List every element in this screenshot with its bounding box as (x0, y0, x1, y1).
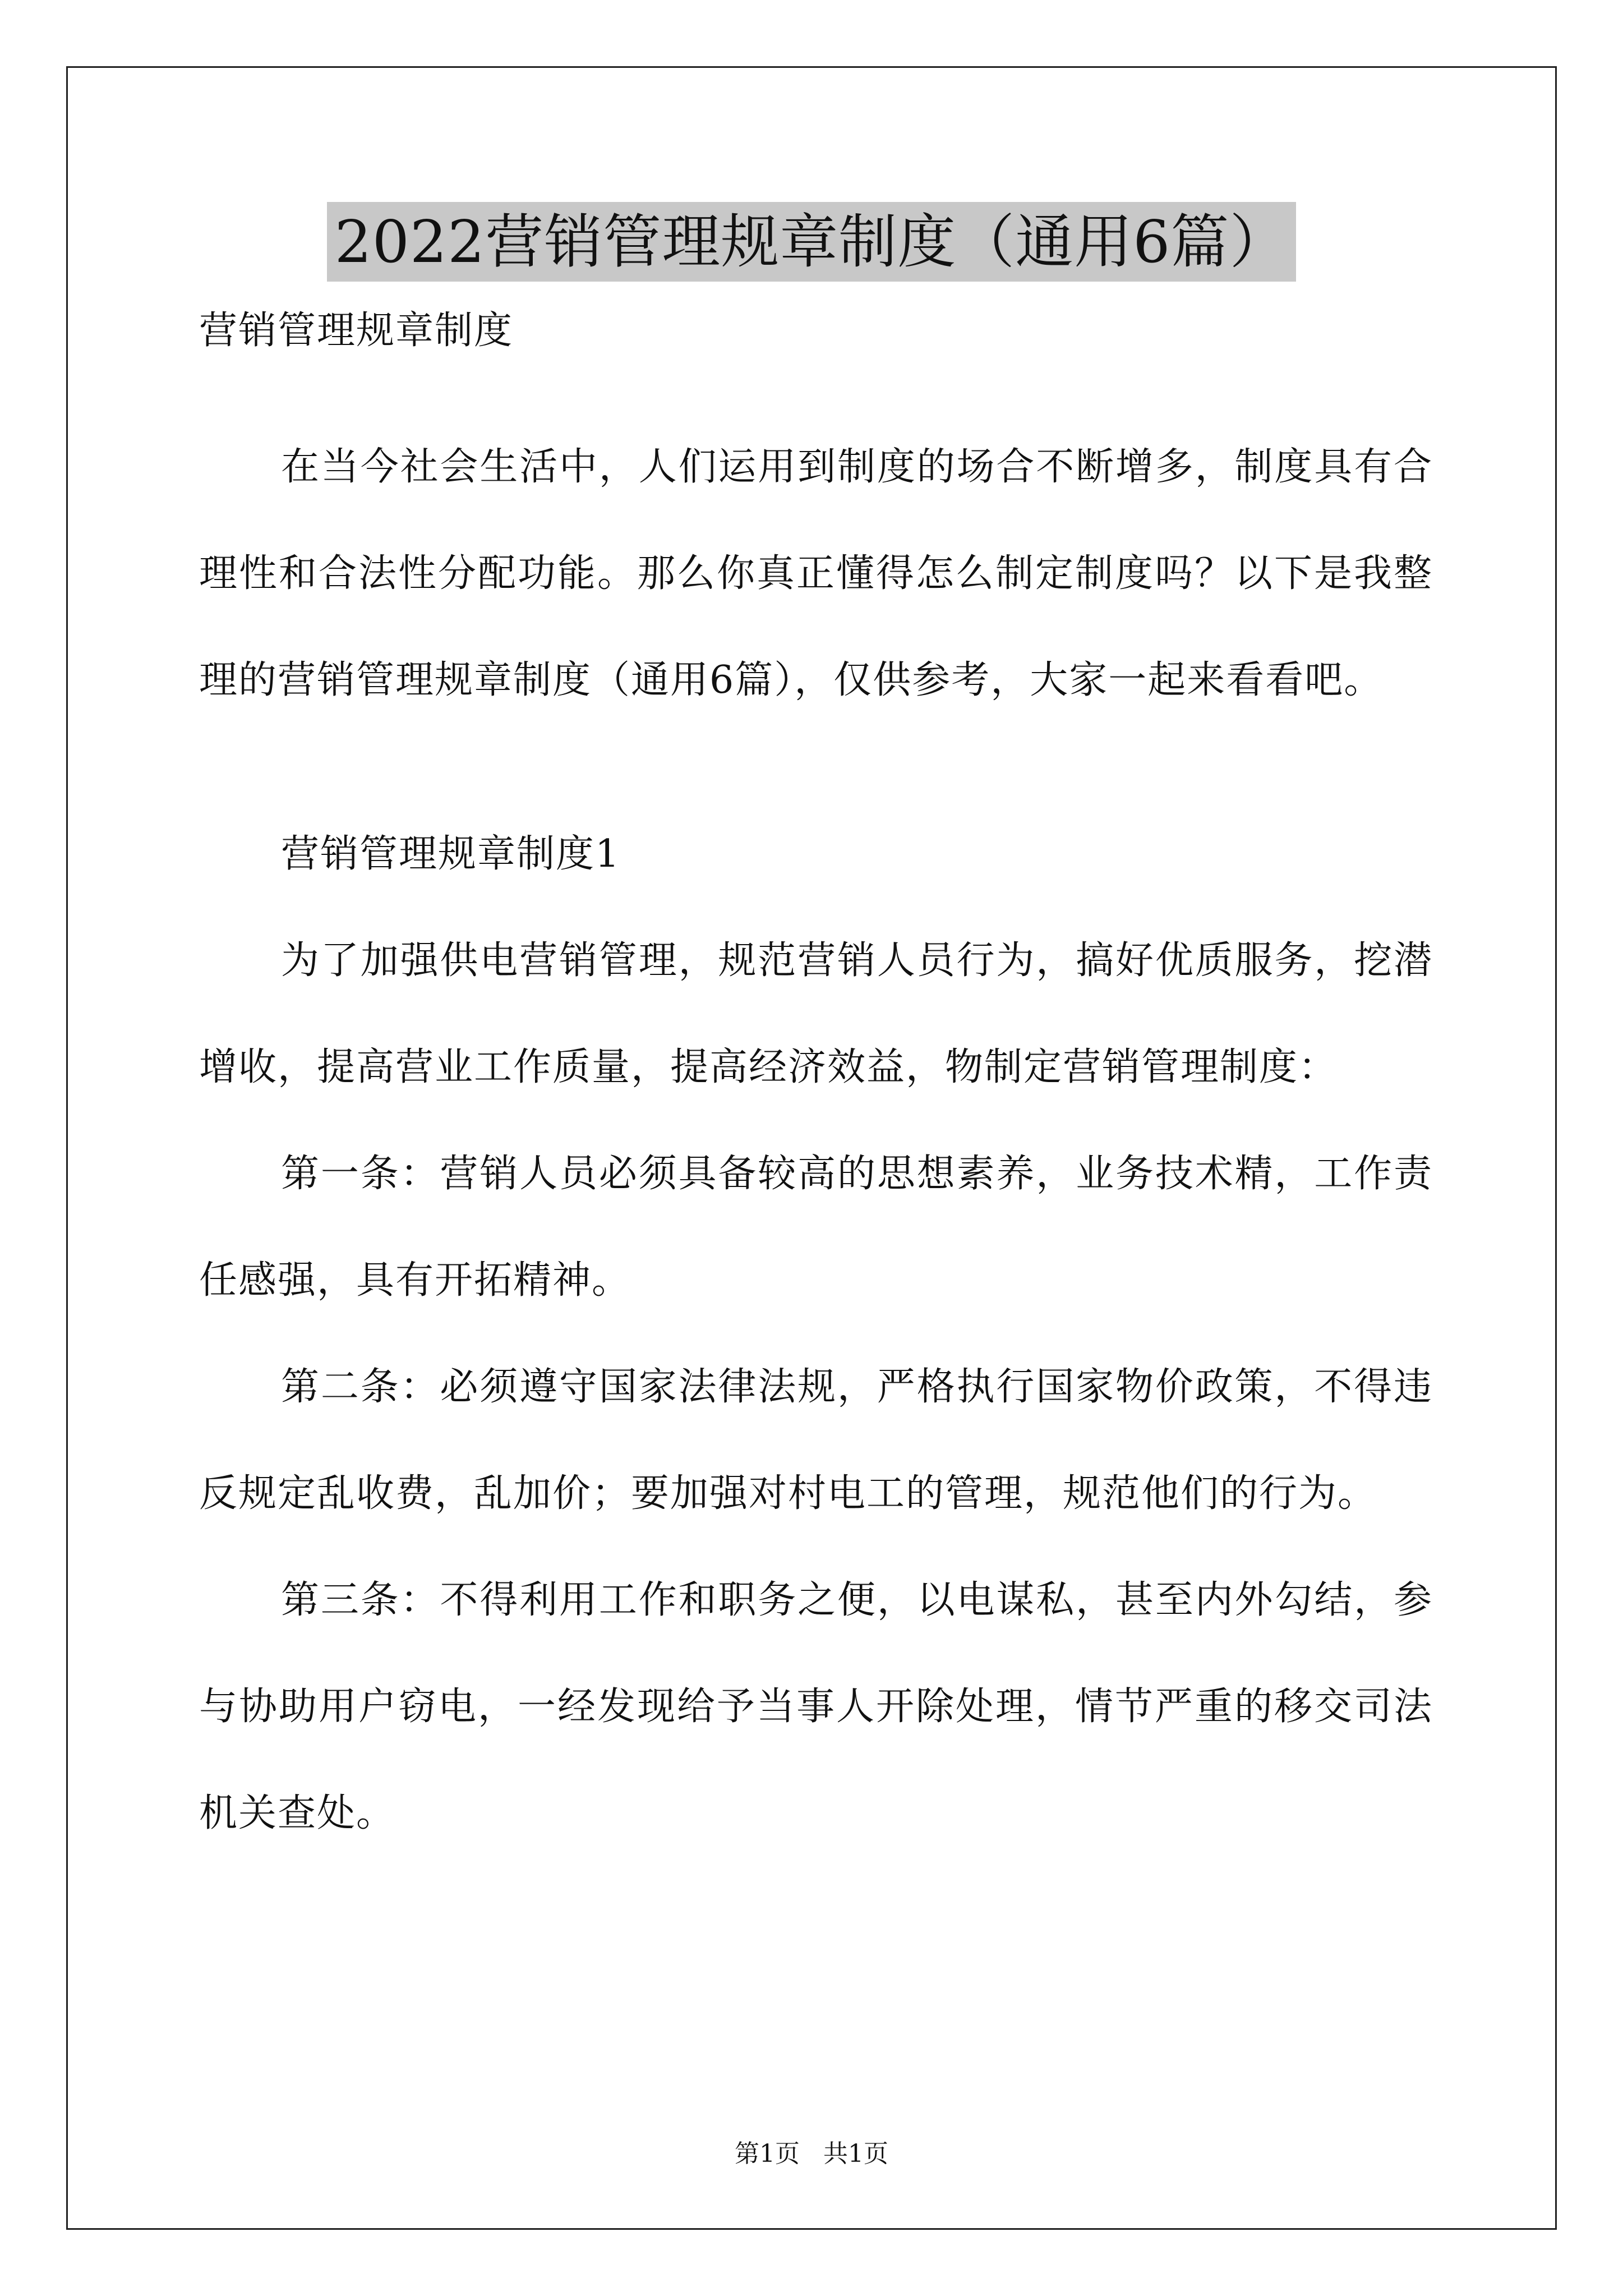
document-body (199, 303, 1433, 1867)
intro-paragraph: 在当今社会生活中，人们运用到制度的场合不断增多，制度具有合理性和合法性分配功能。那么你真正懂得怎么制定制度吗？以下是我整理的营销管理规章制度（通用6篇），仅供参考，大家一起来看看吧。 (199, 445, 1433, 702)
page-number-total: 共1页 (823, 2139, 888, 2168)
section-title: 营销管理规章制度1 (281, 832, 621, 876)
document-subtitle: 营销管理规章制度 (199, 309, 514, 353)
section-paragraph-2: 第一条：营销人员必须具备较高的思想素养，业务技术精，工作责任感强，具有开拓精神。 (199, 1152, 1433, 1303)
section-paragraph-3: 第二条：必须遵守国家法律法规，严格执行国家物价政策，不得违反规定乱收费，乱加价；要加强对村电工的管理，规范他们的行为。 (199, 1365, 1433, 1516)
page-footer (0, 2137, 1623, 2171)
section-paragraph-4: 第三条：不得利用工作和职务之便，以电谋私，甚至内外勾结，参与协助用户窃电，一经发现给予当事人开除处理，情节严重的移交司法机关查处。 (199, 1578, 1433, 1835)
document-title: 2022营销管理规章制度（通用6篇） (327, 202, 1297, 282)
section-paragraph-1: 为了加强供电营销管理，规范营销人员行为，搞好优质服务，挖潜增收，提高营业工作质量，提高经济效益，物制定营销管理制度： (199, 938, 1433, 1089)
title-container (0, 202, 1623, 282)
page-number-current: 第1页 (735, 2139, 800, 2168)
